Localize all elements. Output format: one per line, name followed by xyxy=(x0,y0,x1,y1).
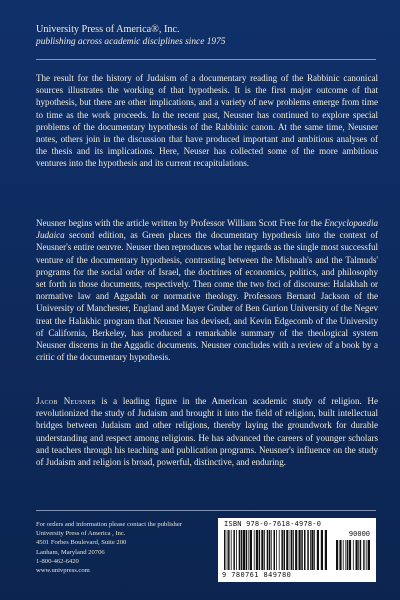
footer-line-4: Lanham, Maryland 20706 xyxy=(36,548,105,556)
barcode-bar xyxy=(349,540,351,570)
barcode-bar xyxy=(310,530,311,570)
barcode-bar xyxy=(279,530,280,570)
barcode-bar xyxy=(241,530,243,570)
barcode-bar xyxy=(364,540,365,570)
barcode-bar xyxy=(248,530,249,570)
barcode-bar xyxy=(299,530,301,570)
top-divider xyxy=(36,59,376,60)
barcode-bar xyxy=(267,530,269,570)
bottom-divider xyxy=(36,510,376,511)
barcode-bar xyxy=(339,540,341,570)
barcode-bar xyxy=(274,530,276,570)
barcode-bar xyxy=(269,530,271,570)
p2-intro: Neusner begins with the article written by Professor William Scott Free for the xyxy=(36,218,325,228)
isbn-number: ISBN 978-0-7618-4978-0 xyxy=(224,520,322,528)
barcode-bar xyxy=(256,530,258,570)
footer-line-3: 4501 Forbes Boulevard, Suite 200 xyxy=(36,539,127,547)
barcode-bar xyxy=(325,530,327,570)
author-name: Jacob Neusner xyxy=(36,396,96,406)
barcode-bar xyxy=(314,530,315,570)
barcode-bar xyxy=(368,540,370,570)
publisher-name: University Press of America®, Inc. xyxy=(36,24,180,35)
addon-bars xyxy=(336,540,370,570)
barcode-bar xyxy=(233,530,235,570)
barcode-bar xyxy=(254,530,255,570)
barcode-bar xyxy=(286,530,288,570)
barcode-bar xyxy=(250,530,252,570)
barcode-bar xyxy=(307,530,309,570)
barcode-bar xyxy=(336,540,338,570)
barcode-bar xyxy=(259,530,261,570)
author-bio-paragraph xyxy=(36,395,378,468)
barcode-bar xyxy=(301,530,303,570)
footer-line-6: www.univpress.com xyxy=(36,567,90,575)
barcode-bar xyxy=(261,530,263,570)
isbn-barcode xyxy=(218,518,376,582)
barcode-bar xyxy=(293,530,294,570)
barcode-bar xyxy=(228,530,230,570)
barcode-bar xyxy=(231,530,232,570)
barcode-bar xyxy=(345,540,346,570)
barcode-bar xyxy=(291,530,293,570)
description-paragraph-2 xyxy=(36,217,378,363)
p2-body: second edition, as Green places the documentary hypothesis into the context of Neusner's entire oeuvre. Neuser then reproduces what he regards as the single most successful venture of the documentary hypothesis, contrasting between the Mishnah's and the Talmuds' programs for the social order of Israel, the doctrines of economics, politics, and philosophy set forth in those documents, respectively. Then come the two foci of discourse: Halakhah or normative law and Aggadah or normative theology. Professors Bernard Jackson of the University of Manchester, England and Mayer Gruber of Ben Gurion University of the Negev treat the Halakhic program that Neusner has devised, and Kevin Edgecomb of the University of California, Berkeley, has produced a remarkable summary of the theological system Neusner discerns in the Aggadic documents. Neusner concludes with a review of a book by a critic of the documentary hypothesis. xyxy=(36,230,378,363)
price-code: 90000 xyxy=(348,530,370,538)
barcode-bar xyxy=(311,530,313,570)
barcode-bar xyxy=(317,530,319,570)
barcode-bar xyxy=(246,530,248,570)
barcode-bar xyxy=(224,530,226,570)
barcode-bar xyxy=(276,530,277,570)
barcode-bar xyxy=(321,530,323,570)
barcode-bar xyxy=(236,530,237,570)
barcode-bar xyxy=(304,530,306,570)
barcode-bar xyxy=(281,530,283,570)
author-bio: is a leading figure in the American academic study of religion. He revolutionized the study of Judaism and brought it into the field of religion, built intellectual bridges between Judaism and other religions, thereby laying the groundwork for durable understanding and respect among religions. He has advanced the careers of younger scholars and teachers through his teaching and publication programs. Neusner's influence on the study of Judaism and religion is broad, powerful, distinctive, and enduring. xyxy=(36,396,378,468)
footer-line-1: For orders and information please contact the publisher xyxy=(36,521,182,528)
description-paragraph-1: The result for the history of Judaism of a documentary reading of the Rabbinic canonical sources illustrates the working of that hypothesis. It is the first major outcome of that hypothesis, but there are other implications, and a variety of new problems emerge from time to time as the work proceeds. In the recent past, Neusner has continued to explore special problems of the documentary hypothesis of the Rabbinic canon. At the same time, Neusner notes, others join in the discussion that have produced important and ambitious analyses of the thesis and its implications. Here, Neuser has collected some of the more ambitious ventures into the hypothesis and its current recapitulations. xyxy=(36,73,378,169)
ordering-info xyxy=(36,520,216,575)
barcode-bar xyxy=(358,540,359,570)
barcode-bar xyxy=(284,530,286,570)
barcode-bar xyxy=(360,540,362,570)
barcode-bar xyxy=(295,530,297,570)
barcode-bar xyxy=(356,540,358,570)
barcode-bar xyxy=(271,530,272,570)
footer-line-5: 1-800-462-6420 xyxy=(36,557,79,565)
encyclopaedia-title: Encyclopaedia Judaica xyxy=(36,218,378,241)
barcode-bar xyxy=(227,530,228,570)
barcode-bar xyxy=(239,530,241,570)
barcode-bar xyxy=(347,540,349,570)
barcode-bar xyxy=(290,530,291,570)
footer-line-2: University Press of America , Inc. xyxy=(36,530,126,538)
barcode-bar xyxy=(366,540,367,570)
barcode-bar xyxy=(363,540,364,570)
barcode-bar xyxy=(353,540,354,570)
publisher-block xyxy=(36,24,225,48)
ean-bars xyxy=(224,530,328,570)
ean-digits: 9 780761 849780 xyxy=(222,571,292,579)
barcode-bar xyxy=(243,530,245,570)
publisher-tagline: publishing across academic disciplines since 1975 xyxy=(36,37,226,47)
barcode-bar xyxy=(264,530,265,570)
barcode-bar xyxy=(343,540,344,570)
